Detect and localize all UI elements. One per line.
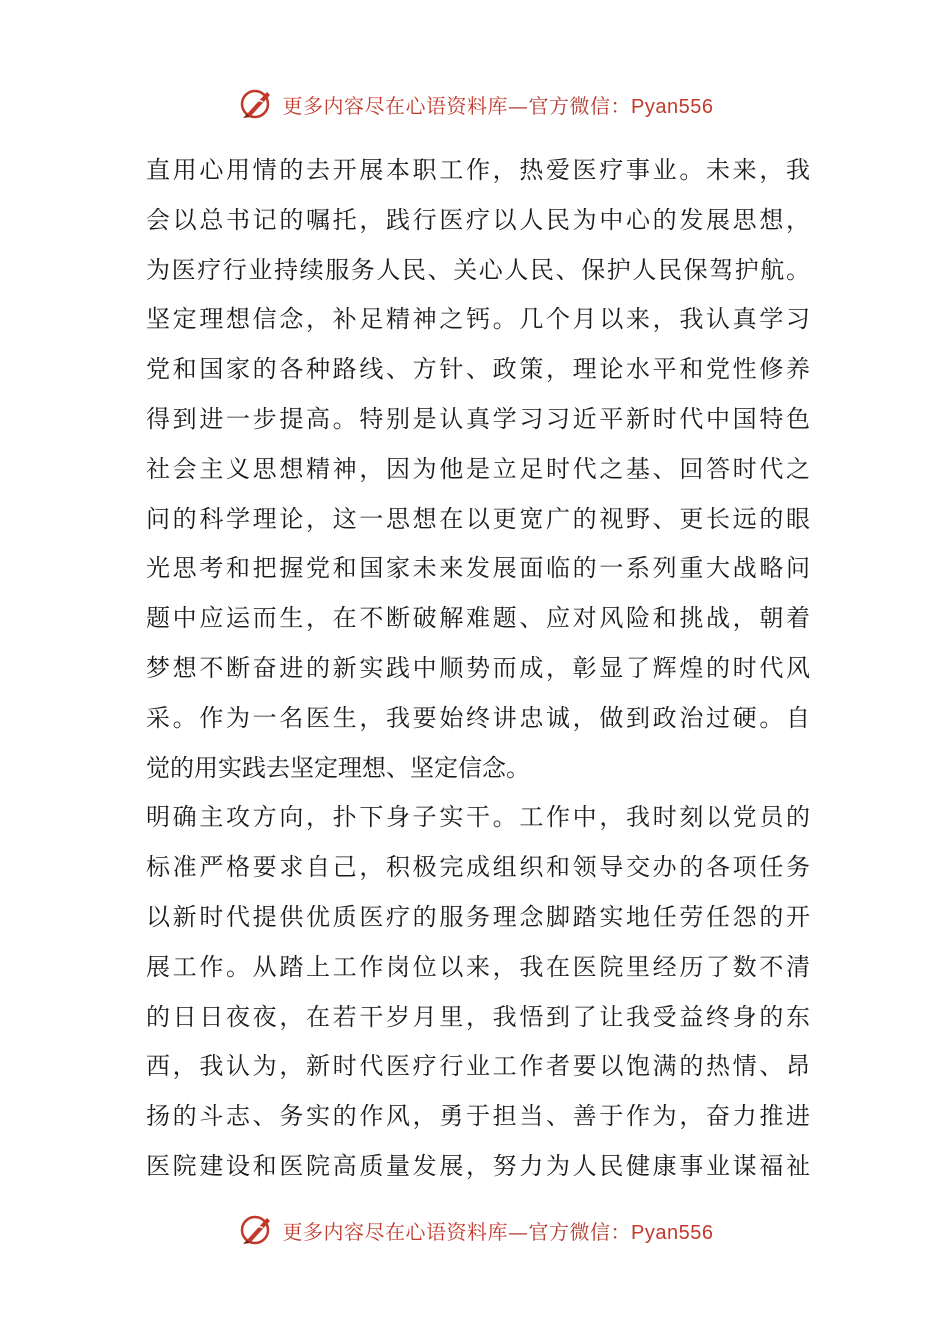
text-line: 光思考和把握党和国家未来发展面临的一系列重大战略问: [146, 554, 810, 583]
watermark-handle: Pyan556: [631, 1221, 714, 1244]
text-line: 明确主攻方向，扑下身子实干。工作中，我时刻以党员的: [146, 803, 810, 832]
header-watermark: [0, 82, 950, 126]
watermark-site: 更多内容尽在心语资料库: [282, 1219, 509, 1244]
text-line: 题中应运而生，在不断破解难题、应对风险和挑战，朝着: [146, 604, 810, 633]
watermark-label: 官方微信：: [528, 1219, 632, 1244]
pen-logo-icon: [237, 1210, 277, 1250]
watermark-site: 更多内容尽在心语资料库: [282, 93, 509, 118]
text-line: 梦想不断奋进的新实践中顺势而成，彰显了辉煌的时代风: [146, 653, 810, 682]
watermark-separator: —: [508, 93, 529, 118]
watermark-separator: —: [508, 1219, 529, 1244]
text-line: 会以总书记的嘱托，践行医疗以人民为中心的发展思想，: [146, 205, 810, 234]
text-line: 问的科学理论，这一思想在以更宽广的视野、更长远的眼: [146, 504, 810, 533]
footer-watermark: [0, 1208, 950, 1252]
watermark-text: [283, 1216, 714, 1245]
text-line: 得到进一步提高。特别是认真学习习近平新时代中国特色: [146, 404, 810, 433]
text-line: 展工作。从踏上工作岗位以来，我在医院里经历了数不清: [146, 952, 810, 981]
watermark-handle: Pyan556: [631, 95, 714, 118]
text-line: 的日日夜夜，在若干岁月里，我悟到了让我受益终身的东: [146, 1002, 810, 1031]
text-line: 为医疗行业持续服务人民、关心人民、保护人民保驾护航。: [146, 255, 810, 284]
text-line: 采。作为一名医生，我要始终讲忠诚，做到政治过硬。自: [146, 703, 810, 732]
document-body: [146, 146, 810, 1192]
text-line: 党和国家的各种路线、方针、政策，理论水平和党性修养: [146, 355, 810, 384]
text-line: 直用心用情的去开展本职工作，热爱医疗事业。未来，我: [146, 156, 810, 184]
pen-logo-icon: [237, 84, 277, 124]
text-line: 标准严格要求自己，积极完成组织和领导交办的各项任务: [146, 853, 810, 882]
text-line: 觉的用实践去坚定理想、坚定信念。: [146, 753, 530, 782]
watermark-text: [283, 90, 714, 119]
text-line: 医院建设和医院高质量发展，努力为人民健康事业谋福祉: [146, 1151, 810, 1180]
text-line: 以新时代提供优质医疗的服务理念脚踏实地任劳任怨的开: [146, 902, 810, 931]
text-line: 西，我认为，新时代医疗行业工作者要以饱满的热情、昂: [146, 1052, 810, 1081]
text-line: 坚定理想信念，补足精神之钙。几个月以来，我认真学习: [146, 305, 810, 334]
text-line: 扬的斗志、务实的作风，勇于担当、善于作为，奋力推进: [146, 1102, 810, 1131]
text-line: 社会主义思想精神，因为他是立足时代之基、回答时代之: [146, 454, 810, 483]
watermark-label: 官方微信：: [528, 93, 632, 118]
